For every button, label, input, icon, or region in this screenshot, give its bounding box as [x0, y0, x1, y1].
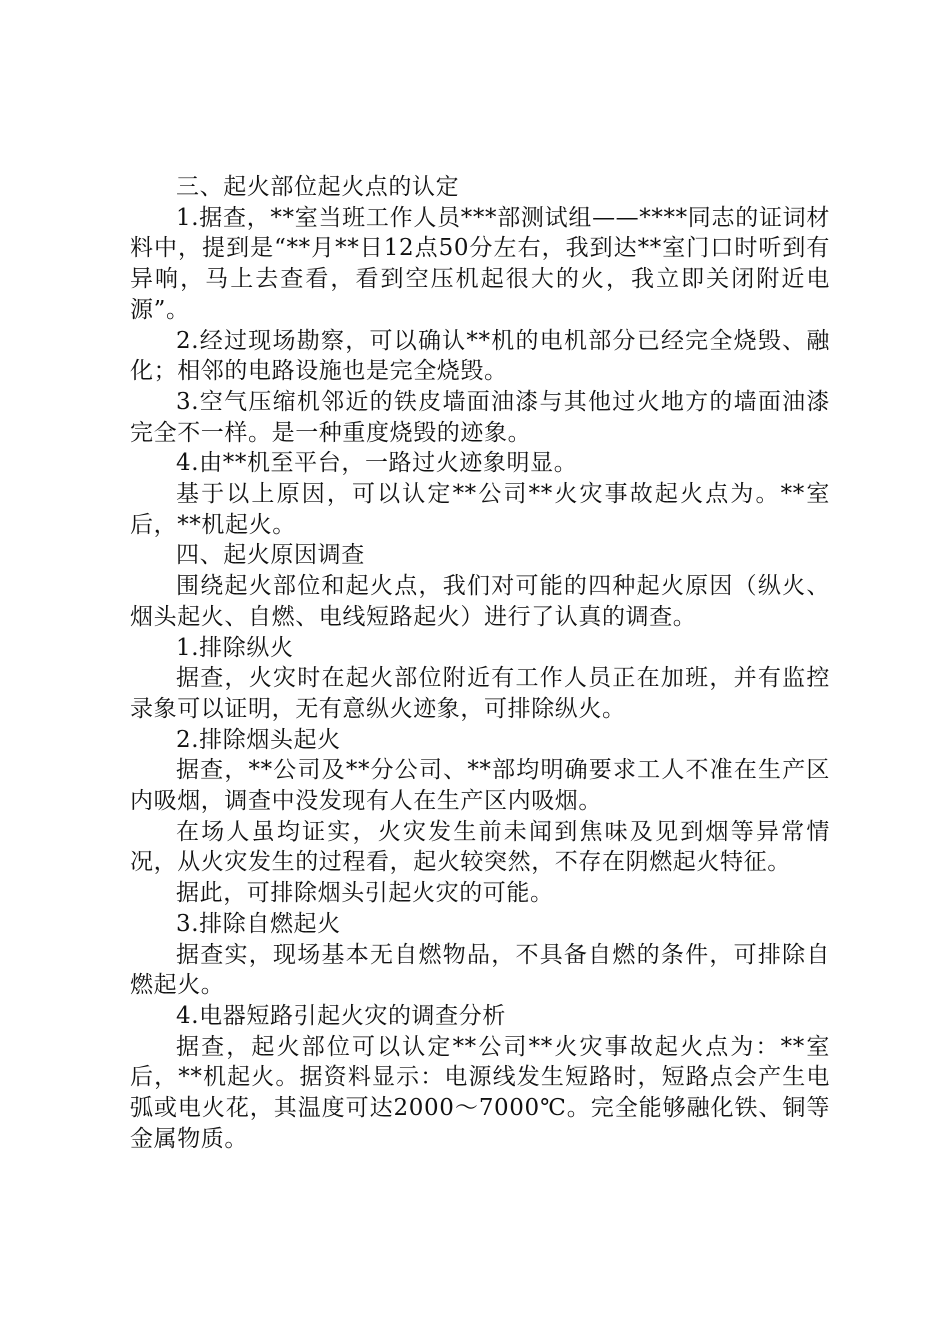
subheading: 4.电器短路引起火灾的调查分析 [176, 1002, 506, 1029]
subheading: 1.排除纵火 [176, 634, 294, 661]
paragraph: 基于以上原因，可以认定**公司**火灾事故起火点为。**室后，**机起火。 [130, 481, 830, 538]
paragraph: 4.由**机至平台，一路过火迹象明显。 [176, 450, 578, 477]
paragraph: 据查，**公司及**分公司、**部均明确要求工人不准在生产区内吸烟，调查中没发现有人在生产区内吸烟。 [130, 757, 830, 815]
section-heading-fire-cause: 四、起火原因调查 [176, 542, 365, 569]
paragraph: 3.空气压缩机邻近的铁皮墙面油漆与其他过火地方的墙面油漆完全不一样。是一种重度烧毁的迹象。 [130, 388, 830, 446]
subheading: 2.排除烟头起火 [176, 726, 341, 753]
paragraph: 据查，起火部位可以认定**公司**火灾事故起火点为：**室后，**机起火。据资料显示：电源线发生短路时，短路点会产生电弧或电火花，其温度可达2000～7000℃。完全能够融化铁、铜等金属物质。 [130, 1033, 830, 1152]
subheading: 3.排除自燃起火 [176, 910, 341, 937]
paragraph: 1.据查，**室当班工作人员***部测试组——****同志的证词材料中，提到是“**月**日12点50分左右，我到达**室门口时听到有异响，马上去查看，看到空压机起很大的火，我立即关闭附近电源”。 [130, 204, 830, 323]
paragraph: 据查，火灾时在起火部位附近有工作人员正在加班，并有监控录象可以证明，无有意纵火迹象，可排除纵火。 [130, 665, 830, 722]
paragraph: 据此，可排除烟头引起火灾的可能。 [176, 880, 554, 907]
section-heading-fire-origin: 三、起火部位起火点的认定 [176, 174, 460, 200]
paragraph: 据查实，现场基本无自燃物品，不具备自燃的条件，可排除自燃起火。 [130, 941, 830, 999]
paragraph: 2.经过现场勘察，可以确认**机的电机部分已经完全烧毁、融化；相邻的电路设施也是完全烧毁。 [130, 327, 830, 385]
paragraph: 围绕起火部位和起火点，我们对可能的四种起火原因（纵火、烟头起火、自燃、电线短路起火）进行了认真的调查。 [130, 573, 830, 630]
document-body [130, 172, 830, 1155]
paragraph: 在场人虽均证实，火灾发生前未闻到焦味及见到烟等异常情况，从火灾发生的过程看，起火较突然，不存在阴燃起火特征。 [130, 818, 830, 876]
